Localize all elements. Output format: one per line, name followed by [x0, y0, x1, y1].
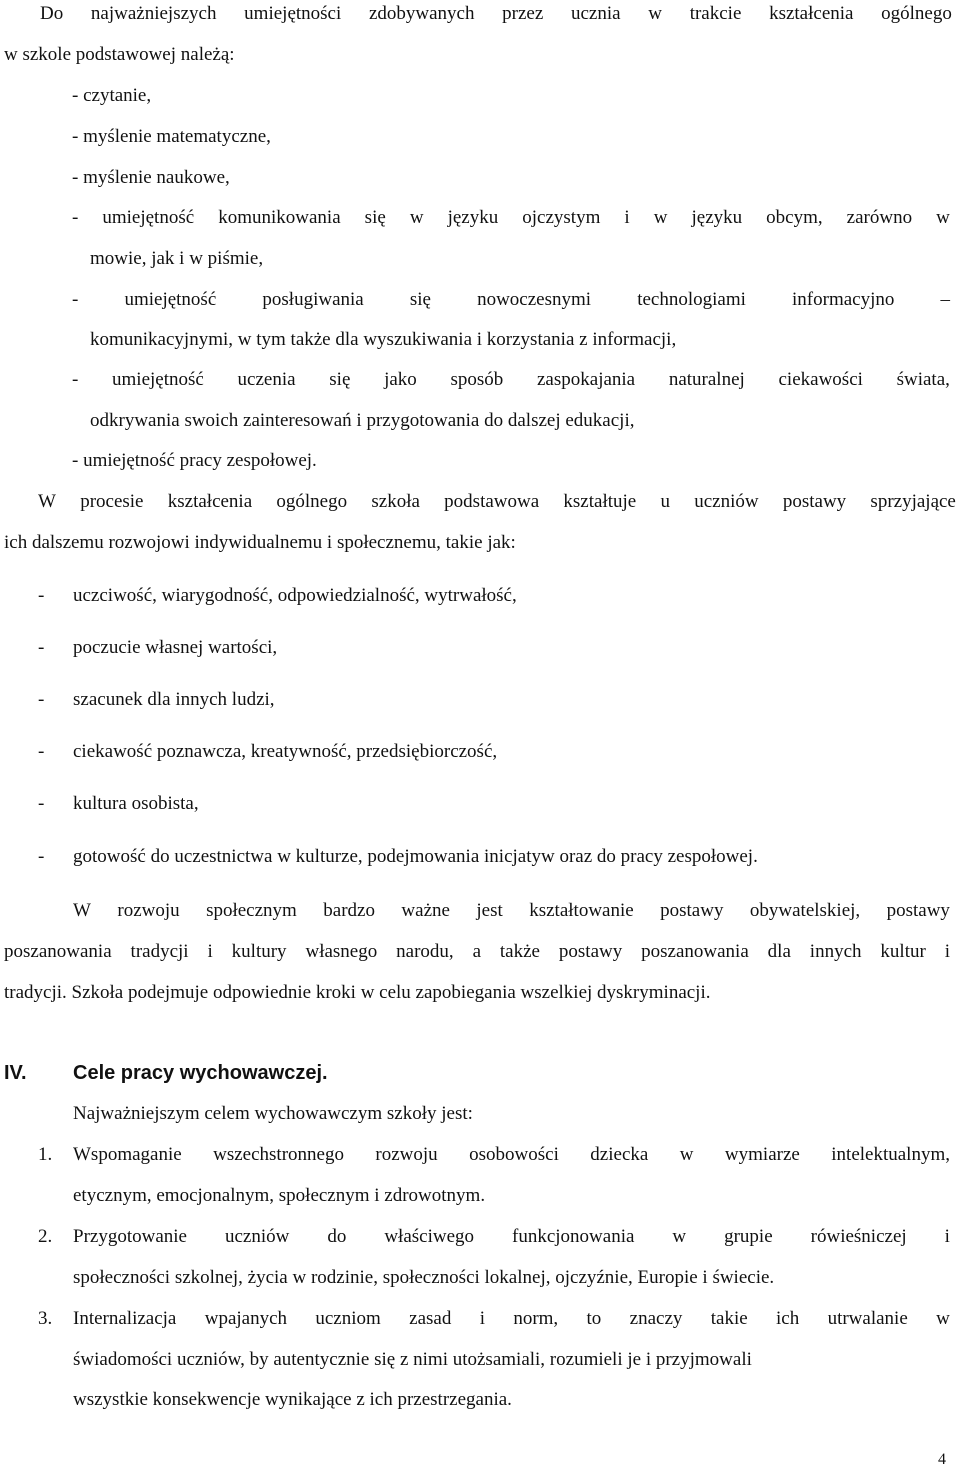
word: grupie [724, 1226, 773, 1247]
word: świata, [896, 369, 950, 390]
word: narodu, [396, 941, 454, 962]
attitude-dash: - [38, 846, 45, 867]
word: ich [776, 1308, 800, 1329]
attitude-dash: - [38, 585, 45, 606]
attitude-dash: - [38, 793, 45, 814]
word: nowoczesnymi [477, 289, 592, 310]
word: umiejętność [112, 369, 204, 390]
word: zaspokajania [537, 369, 636, 390]
word: funkcjonowania [512, 1226, 635, 1247]
word: kształcenia [167, 491, 253, 512]
word: Do [40, 3, 64, 24]
skill-science: - myślenie naukowe, [72, 167, 230, 188]
word: postawy [782, 491, 847, 512]
word: kształtowanie [529, 900, 634, 921]
word: się [364, 207, 386, 228]
word: informacyjno [792, 289, 895, 310]
attitude-item: szacunek dla innych ludzi, [73, 689, 275, 710]
word: - [72, 369, 79, 390]
word: ogólnego [881, 3, 952, 24]
word: ogólnego [276, 491, 348, 512]
word: Internalizacja [73, 1308, 177, 1329]
skill-learning-line-1 [72, 370, 950, 389]
word: tradycji [130, 941, 189, 962]
word: technologiami [637, 289, 746, 310]
word: i [479, 1308, 485, 1329]
goal-3-line-1 [73, 1309, 950, 1328]
word: języku [447, 207, 499, 228]
word: się [329, 369, 351, 390]
word: podstawowa [444, 491, 540, 512]
word: języku [691, 207, 743, 228]
word: i [624, 207, 630, 228]
civic-line-3: tradycji. Szkoła podejmuje odpowiednie kroki w celu zapobiegania wszelkiej dyskryminacji. [4, 982, 711, 1003]
word: się [409, 289, 431, 310]
word: Przygotowanie [73, 1226, 187, 1247]
word: najważniejszych [90, 3, 217, 24]
word: własnego [305, 941, 378, 962]
word: uczniom [315, 1308, 381, 1329]
attitude-item: kultura osobista, [73, 793, 199, 814]
word: rówieśniczej [810, 1226, 907, 1247]
civic-line-2 [4, 942, 950, 961]
word: intelektualnym, [831, 1144, 950, 1165]
word: jest [476, 900, 503, 921]
word: to [586, 1308, 602, 1329]
section-number: IV. [4, 1062, 27, 1084]
word: poszanowania [4, 941, 112, 962]
word: takie [710, 1308, 748, 1329]
word: w [936, 1308, 950, 1329]
attitude-item: uczciwość, wiarygodność, odpowiedzialność, wytrwałość, [73, 585, 517, 606]
word: w [648, 3, 662, 24]
attitude-dash: - [38, 637, 45, 658]
word: uczniów [224, 1226, 290, 1247]
goal-2-line-2: społeczności szkolnej, życia w rodzinie, społeczności lokalnej, ojczyźnie, Europie i świecie. [73, 1267, 775, 1288]
word: dziecka [590, 1144, 649, 1165]
attitude-item: poczucie własnej wartości, [73, 637, 278, 658]
section-intro: Najważniejszym celem wychowawczym szkoły jest: [73, 1103, 473, 1124]
word: dla [767, 941, 791, 962]
word: zasad [409, 1308, 452, 1329]
word: w [672, 1226, 687, 1247]
word: zdobywanych [368, 3, 475, 24]
word: Wspomaganie [73, 1144, 182, 1165]
skill-communication-line-1 [72, 208, 950, 227]
word: kultury [231, 941, 287, 962]
word: komunikowania [218, 207, 341, 228]
word: w [409, 207, 424, 228]
word: norm, [513, 1308, 559, 1329]
goal-number: 1. [38, 1144, 53, 1165]
attitudes-intro-line-2: ich dalszemu rozwojowi indywidualnemu i społecznemu, takie jak: [4, 532, 516, 553]
word: osobowości [469, 1144, 559, 1165]
word: umiejętność [124, 289, 217, 310]
word: sprzyjające [870, 491, 956, 512]
word: innych [809, 941, 862, 962]
word: wszechstronnego [213, 1144, 344, 1165]
word: kształcenia [769, 3, 854, 24]
word: uczniów [694, 491, 759, 512]
word: postawy [660, 900, 724, 921]
skill-reading: - czytanie, [72, 85, 152, 106]
word: postawy [886, 900, 950, 921]
word: umiejętności [244, 3, 342, 24]
word: szkoła [371, 491, 420, 512]
word: także [499, 941, 540, 962]
intro-line-2: w szkole podstawowej należą: [4, 44, 235, 65]
attitude-dash: - [38, 689, 45, 710]
word: rozwoju [375, 1144, 438, 1165]
word: rozwoju [117, 900, 180, 921]
word: naturalnej [668, 369, 745, 390]
word: w [679, 1144, 694, 1165]
word: u [660, 491, 670, 512]
word: postawy [558, 941, 623, 962]
word: społecznym [206, 900, 297, 921]
word: i [944, 941, 950, 962]
word: obcym, [766, 207, 823, 228]
word: i [207, 941, 213, 962]
word: do [327, 1226, 347, 1247]
skill-ict-line-2: komunikacyjnymi, w tym także dla wyszukiwania i korzystania z informacji, [90, 329, 677, 350]
goal-1-line-2: etycznym, emocjonalnym, społecznym i zdrowotnym. [73, 1185, 486, 1206]
goal-1-line-1 [73, 1145, 950, 1164]
goal-number: 2. [38, 1226, 53, 1247]
attitudes-intro-line-1 [38, 492, 956, 511]
word: utrwalanie [827, 1308, 908, 1329]
word: - [72, 289, 79, 310]
section-title: Cele pracy wychowawczej. [73, 1062, 328, 1084]
word: i [944, 1226, 950, 1247]
word: W [73, 900, 91, 921]
word: kultur [880, 941, 926, 962]
word: ciekawości [778, 369, 863, 390]
word: w [653, 207, 668, 228]
word: przez [502, 3, 544, 24]
word: ojczystym [522, 207, 601, 228]
attitude-dash: - [38, 741, 45, 762]
word: znaczy [629, 1308, 683, 1329]
attitude-item: gotowość do uczestnictwa w kulturze, podejmowania inicjatyw oraz do pracy zespołowej. [73, 846, 758, 867]
word: w [936, 207, 950, 228]
word: właściwego [384, 1226, 475, 1247]
skill-learning-line-2: odkrywania swoich zainteresowań i przygotowania do dalszej edukacji, [90, 410, 635, 431]
skill-teamwork: - umiejętność pracy zespołowej. [72, 450, 317, 471]
word: a [472, 941, 481, 962]
civic-line-1 [73, 901, 950, 920]
word: ucznia [571, 3, 621, 24]
intro-line-1 [40, 4, 952, 23]
word: obywatelskiej, [749, 900, 861, 921]
word: sposób [450, 369, 504, 390]
goal-3-line-2: świadomości uczniów, by autentycznie się z nimi utożsamiali, rozumieli je i przyjmowali [73, 1349, 752, 1370]
goal-3-line-3: wszystkie konsekwencje wynikające z ich przestrzegania. [73, 1389, 512, 1410]
skill-math: - myślenie matematyczne, [72, 126, 271, 147]
word: – [940, 289, 950, 310]
goal-number: 3. [38, 1308, 53, 1329]
word: trakcie [689, 3, 742, 24]
word: kształtuje [563, 491, 637, 512]
word: umiejętność [102, 207, 195, 228]
word: uczenia [237, 369, 296, 390]
word: zarówno [846, 207, 913, 228]
word: wpajanych [204, 1308, 288, 1329]
word: jako [384, 369, 417, 390]
goal-2-line-1 [73, 1227, 950, 1246]
word: procesie [80, 491, 144, 512]
word: bardzo [323, 900, 375, 921]
word: W [38, 491, 56, 512]
word: wymiarze [724, 1144, 800, 1165]
word: posługiwania [262, 289, 364, 310]
word: ważne [401, 900, 450, 921]
skill-ict-line-1 [72, 290, 950, 309]
skill-communication-line-2: mowie, jak i w piśmie, [90, 248, 264, 269]
attitude-item: ciekawość poznawcza, kreatywność, przedsiębiorczość, [73, 741, 498, 762]
page-number: 4 [938, 1451, 946, 1468]
word: - [72, 207, 79, 228]
word: poszanowania [641, 941, 749, 962]
